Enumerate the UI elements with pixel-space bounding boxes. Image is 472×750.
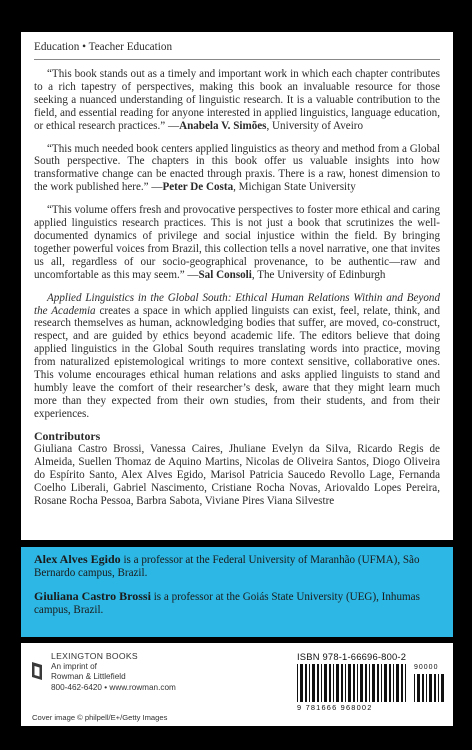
publisher-imprint-line: An imprint of [51, 661, 97, 671]
barcode-bar [393, 664, 394, 702]
barcode-bar [381, 664, 382, 702]
barcode-bar [426, 674, 427, 702]
barcode-bar [369, 664, 370, 702]
barcode-bar [434, 674, 436, 702]
review-quote-3 [34, 204, 440, 281]
author-bio-text: is a professor at the Federal University of Maranhão (UFMA), São Bernardo campus, Brazil. [34, 554, 420, 579]
book-description [34, 292, 440, 421]
quote-author: Peter De Costa [162, 181, 234, 194]
barcode-bar [360, 664, 363, 702]
barcode-bars-icon [297, 664, 409, 702]
barcode-bar [377, 664, 379, 702]
barcode-bar [312, 664, 315, 702]
barcode-bar [317, 664, 319, 702]
barcode-bar [341, 664, 343, 702]
author-bio-1 [34, 553, 440, 580]
barcode-bar [405, 664, 406, 702]
publisher-contact: 800-462-6420 • www.rowman.com [51, 682, 176, 692]
barcode-bar [324, 664, 327, 702]
publisher-name: LEXINGTON BOOKS [51, 651, 138, 661]
barcode-bar [365, 664, 367, 702]
price-code: 90000 [414, 664, 439, 671]
barcode-bar [345, 664, 346, 702]
barcode-bar [384, 664, 387, 702]
barcode-bar [336, 664, 339, 702]
author-bio-text: is a professor at the Goiás State University (UEG), Inhumas campus, Brazil. [34, 591, 420, 616]
barcode-bar [300, 664, 303, 702]
barcode-bar [389, 664, 391, 702]
barcode-bar [422, 674, 424, 702]
barcode-digits: 9 781666 968002 [297, 703, 373, 712]
book-title: Applied Linguistics in the Global South: Ethical Human Relations Within and Beyond the Academia [34, 291, 440, 317]
description-body: creates a space in which applied linguists can exist, feel, relate, think, and research themselves as human, acknowledging bodies that suffer, are moved, co-construct, respect, and are guided by ethics beyond academic life. The editors believe that doing applied linguistics in the Global South requires translating words into practice, moving from naturalized epistemological writings to more context sensitive, collaborative ones. This volume encourages ethical human relations and asks applied linguists to stand and humbly leave the comfort of their researcher’s desk, aware that they might learn much more than they expected from their own studies, from their students, and from their experiences. [34, 304, 440, 420]
barcode-bar [372, 664, 375, 702]
cover-image-credit: Cover image © philpell/E+/Getty Images [32, 713, 168, 722]
lexington-logo-icon [32, 662, 42, 680]
publisher-parent: Rowman & Littlefield [51, 672, 126, 682]
author-name: Alex Alves Egido [34, 552, 121, 566]
contributors-list: Giuliana Castro Brossi, Vanessa Caires, Jhuliane Evelyn da Silva, Ricardo Regis de Almeida, Suellen Thomaz de Aquino Martins, Nicolas de Oliveira Santos, Diogo Oliveira do Espírito Santo, Alex Alves Egido, Marisol Patricia Saucedo Revollo Lage, Fernanda Coelho Liberali, Gabriel Nascimento, Cristiane Rocha Novas, Ariovaldo Lopes Pereira, Rosane Rocha Pessoa, Barbra Sabota, Viviane Pires Viana Silvestre [34, 442, 440, 508]
isbn-barcode [297, 651, 447, 714]
barcode-bar [329, 664, 331, 702]
quote-affiliation: , The University of Edinburgh [251, 268, 386, 281]
publisher-footer [21, 643, 453, 726]
barcode-bar [414, 674, 415, 702]
barcode-bar [321, 664, 322, 702]
quote-text: “This volume offers fresh and provocative perspectives to foster more ethical and caring applied linguistics research practices. This is not just a book that scrutinizes the well-documented dynamics of privilege and social injustice within the field. By bringing together powerful voices from Brazil, this collection tells a novel narrative, one that invites us all, regardless of our socio-geographical provenance, to be authentic—raw and uncomfortable as this may seem.” — [34, 204, 440, 281]
barcode-bar [441, 674, 444, 702]
contributors-heading: Contributors [34, 428, 101, 443]
barcode-bar [417, 674, 420, 702]
barcode-bar [396, 664, 399, 702]
barcode-bar [438, 674, 439, 702]
barcode-bar [353, 664, 355, 702]
review-quote-2 [34, 143, 440, 195]
barcode-bar [429, 674, 432, 702]
barcode-bar [348, 664, 351, 702]
quote-affiliation: , University of Aveiro [266, 119, 364, 132]
barcode-bar [357, 664, 358, 702]
barcode-addon-icon [414, 674, 446, 702]
quote-author: Anabela V. Simões [179, 119, 267, 132]
author-name: Giuliana Castro Brossi [34, 589, 151, 603]
author-bio-band [21, 547, 453, 637]
isbn-number: ISBN 978-1-66696-800-2 [297, 651, 407, 662]
category-label: Education • Teacher Education [34, 41, 440, 60]
publisher-info [51, 651, 176, 693]
review-quote-1 [34, 68, 440, 133]
quote-text: “This book stands out as a timely and important work in which each chapter contributes to a rich tapestry of perspectives, making this book an invaluable resource for those seeking a nuanced understanding of linguistic research. It is a valuable contribution to the field, and essential reading for anyone interested in applied linguistics, language education, or ethical research practices.” — [34, 68, 440, 132]
barcode-bar [333, 664, 334, 702]
barcode-bar [305, 664, 307, 702]
barcode-bar [309, 664, 310, 702]
back-cover-text-panel [21, 32, 453, 540]
quote-text: “This much needed book centers applied linguistics as theory and method from a Global South perspective. The chapters in this book offer us valuable insights into how transformative change can be enacted through praxis. There is a raw, honest dimension to the work published here.” — [34, 142, 440, 194]
barcode-bar [297, 664, 298, 702]
quote-author: Sal Consoli [198, 268, 252, 281]
quote-affiliation: , Michigan State University [233, 181, 356, 194]
barcode-bar [401, 664, 403, 702]
author-bio-2 [34, 590, 440, 617]
